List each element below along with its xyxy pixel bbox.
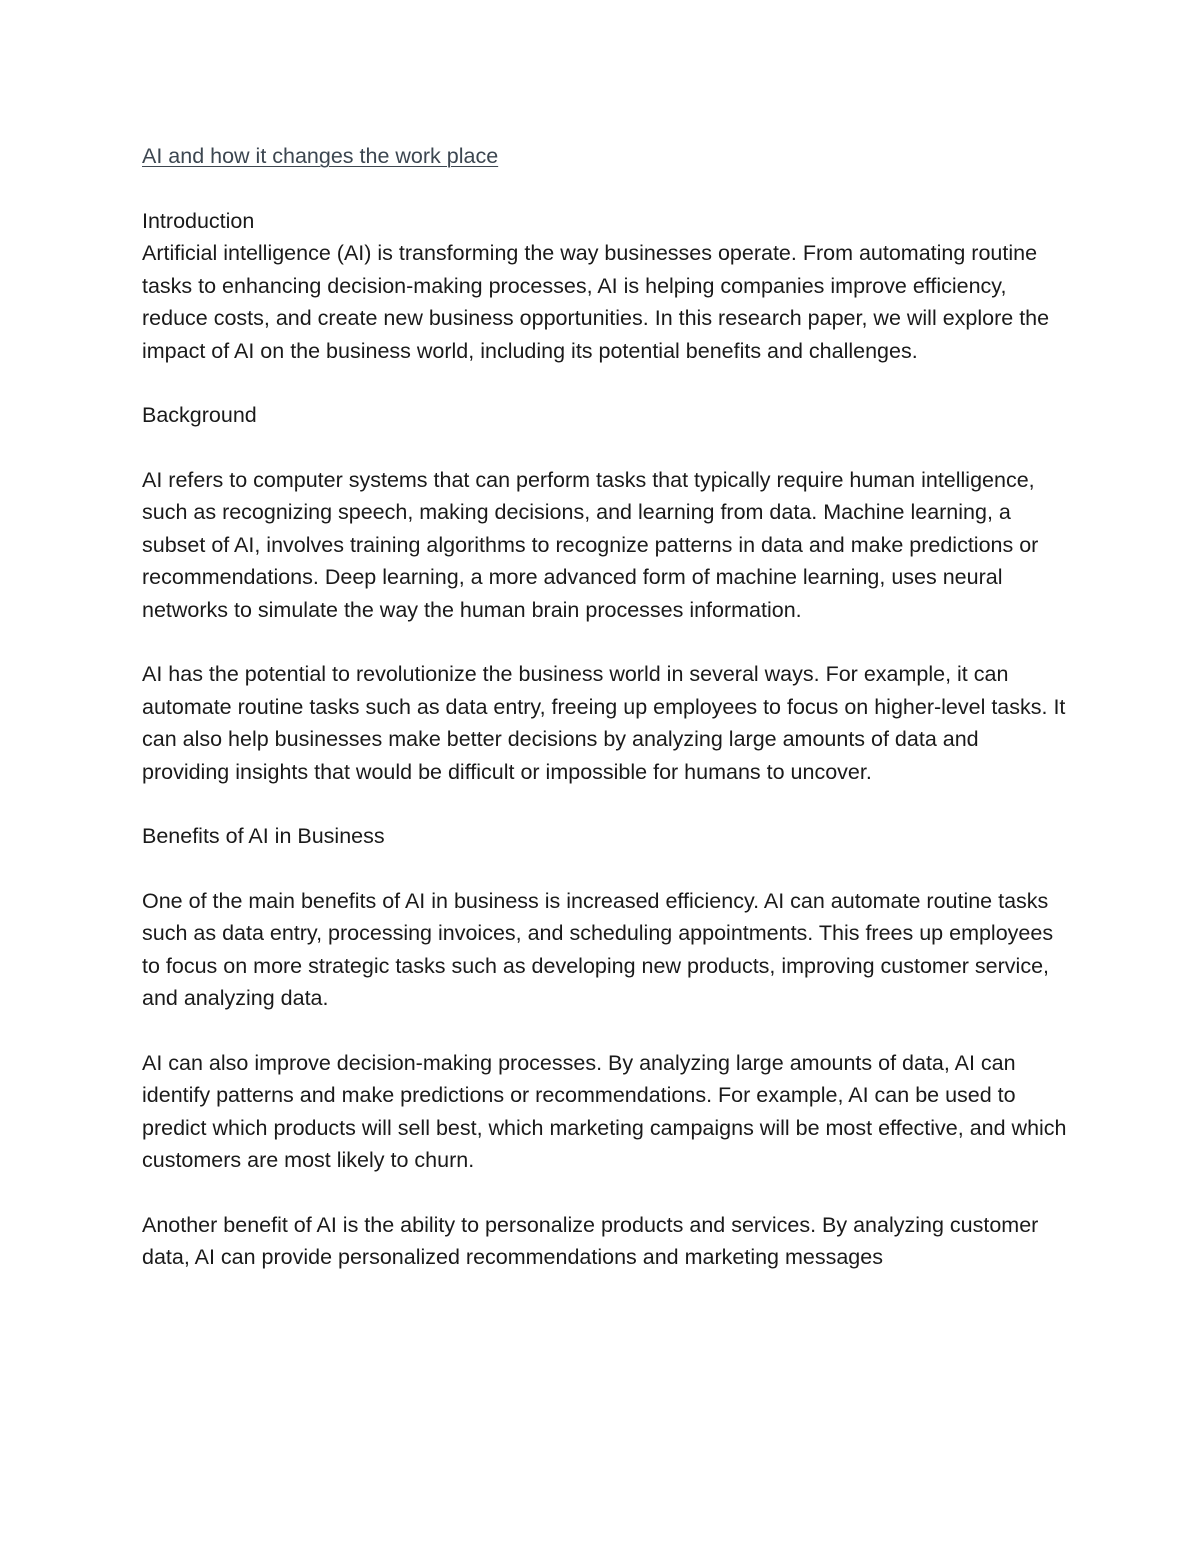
document-title: AI and how it changes the work place: [142, 144, 499, 168]
introduction-paragraph: Artificial intelligence (AI) is transforming the way businesses operate. From automating routine tasks to enhancing decision-making processes, AI is helping companies improve efficiency, reduce costs, and create new business opportunities. In this research paper, we will explore the impact of AI on the business world, including its potential benefits and challenges.: [142, 241, 1050, 363]
benefits-paragraph-3: Another benefit of AI is the ability to personalize products and services. By analyzing customer data, AI can provide personalized recommendations and marketing messages: [142, 1212, 1039, 1269]
benefits-heading: Benefits of AI in Business: [142, 824, 385, 848]
background-paragraph-2: AI has the potential to revolutionize the business world in several ways. For example, it can automate routine tasks such as data entry, freeing up employees to focus on higher-level tasks. It can also help businesses make better decisions by analyzing large amounts of data and providing insights that would be difficult or impossible for humans to uncover.: [142, 662, 1066, 784]
introduction-heading: Introduction: [142, 208, 255, 233]
background-paragraph-1: AI refers to computer systems that can perform tasks that typically require human intelligence, such as recognizing speech, making decisions, and learning from data. Machine learning, a subset of AI, involves training algorithms to recognize patterns in data and make predictions or recommendations. Deep learning, a more advanced form of machine learning, uses neural networks to simulate the way the human brain processes information.: [142, 467, 1039, 622]
benefits-paragraph-2: AI can also improve decision-making processes. By analyzing large amounts of data, AI can identify patterns and make predictions or recommendations. For example, AI can be used to predict which products will sell best, which marketing campaigns will be most effective, and which customers are most likely to churn.: [142, 1050, 1067, 1172]
introduction-section: [142, 205, 1067, 368]
document-page: [142, 140, 1067, 1306]
background-section: [142, 399, 1067, 788]
background-heading: Background: [142, 403, 257, 427]
benefits-paragraph-1: One of the main benefits of AI in business is increased efficiency. AI can automate routine tasks such as data entry, processing invoices, and scheduling appointments. This frees up employees to focus on more strategic tasks such as developing new products, improving customer service, and analyzing data.: [142, 888, 1054, 1010]
benefits-section: [142, 820, 1067, 1274]
